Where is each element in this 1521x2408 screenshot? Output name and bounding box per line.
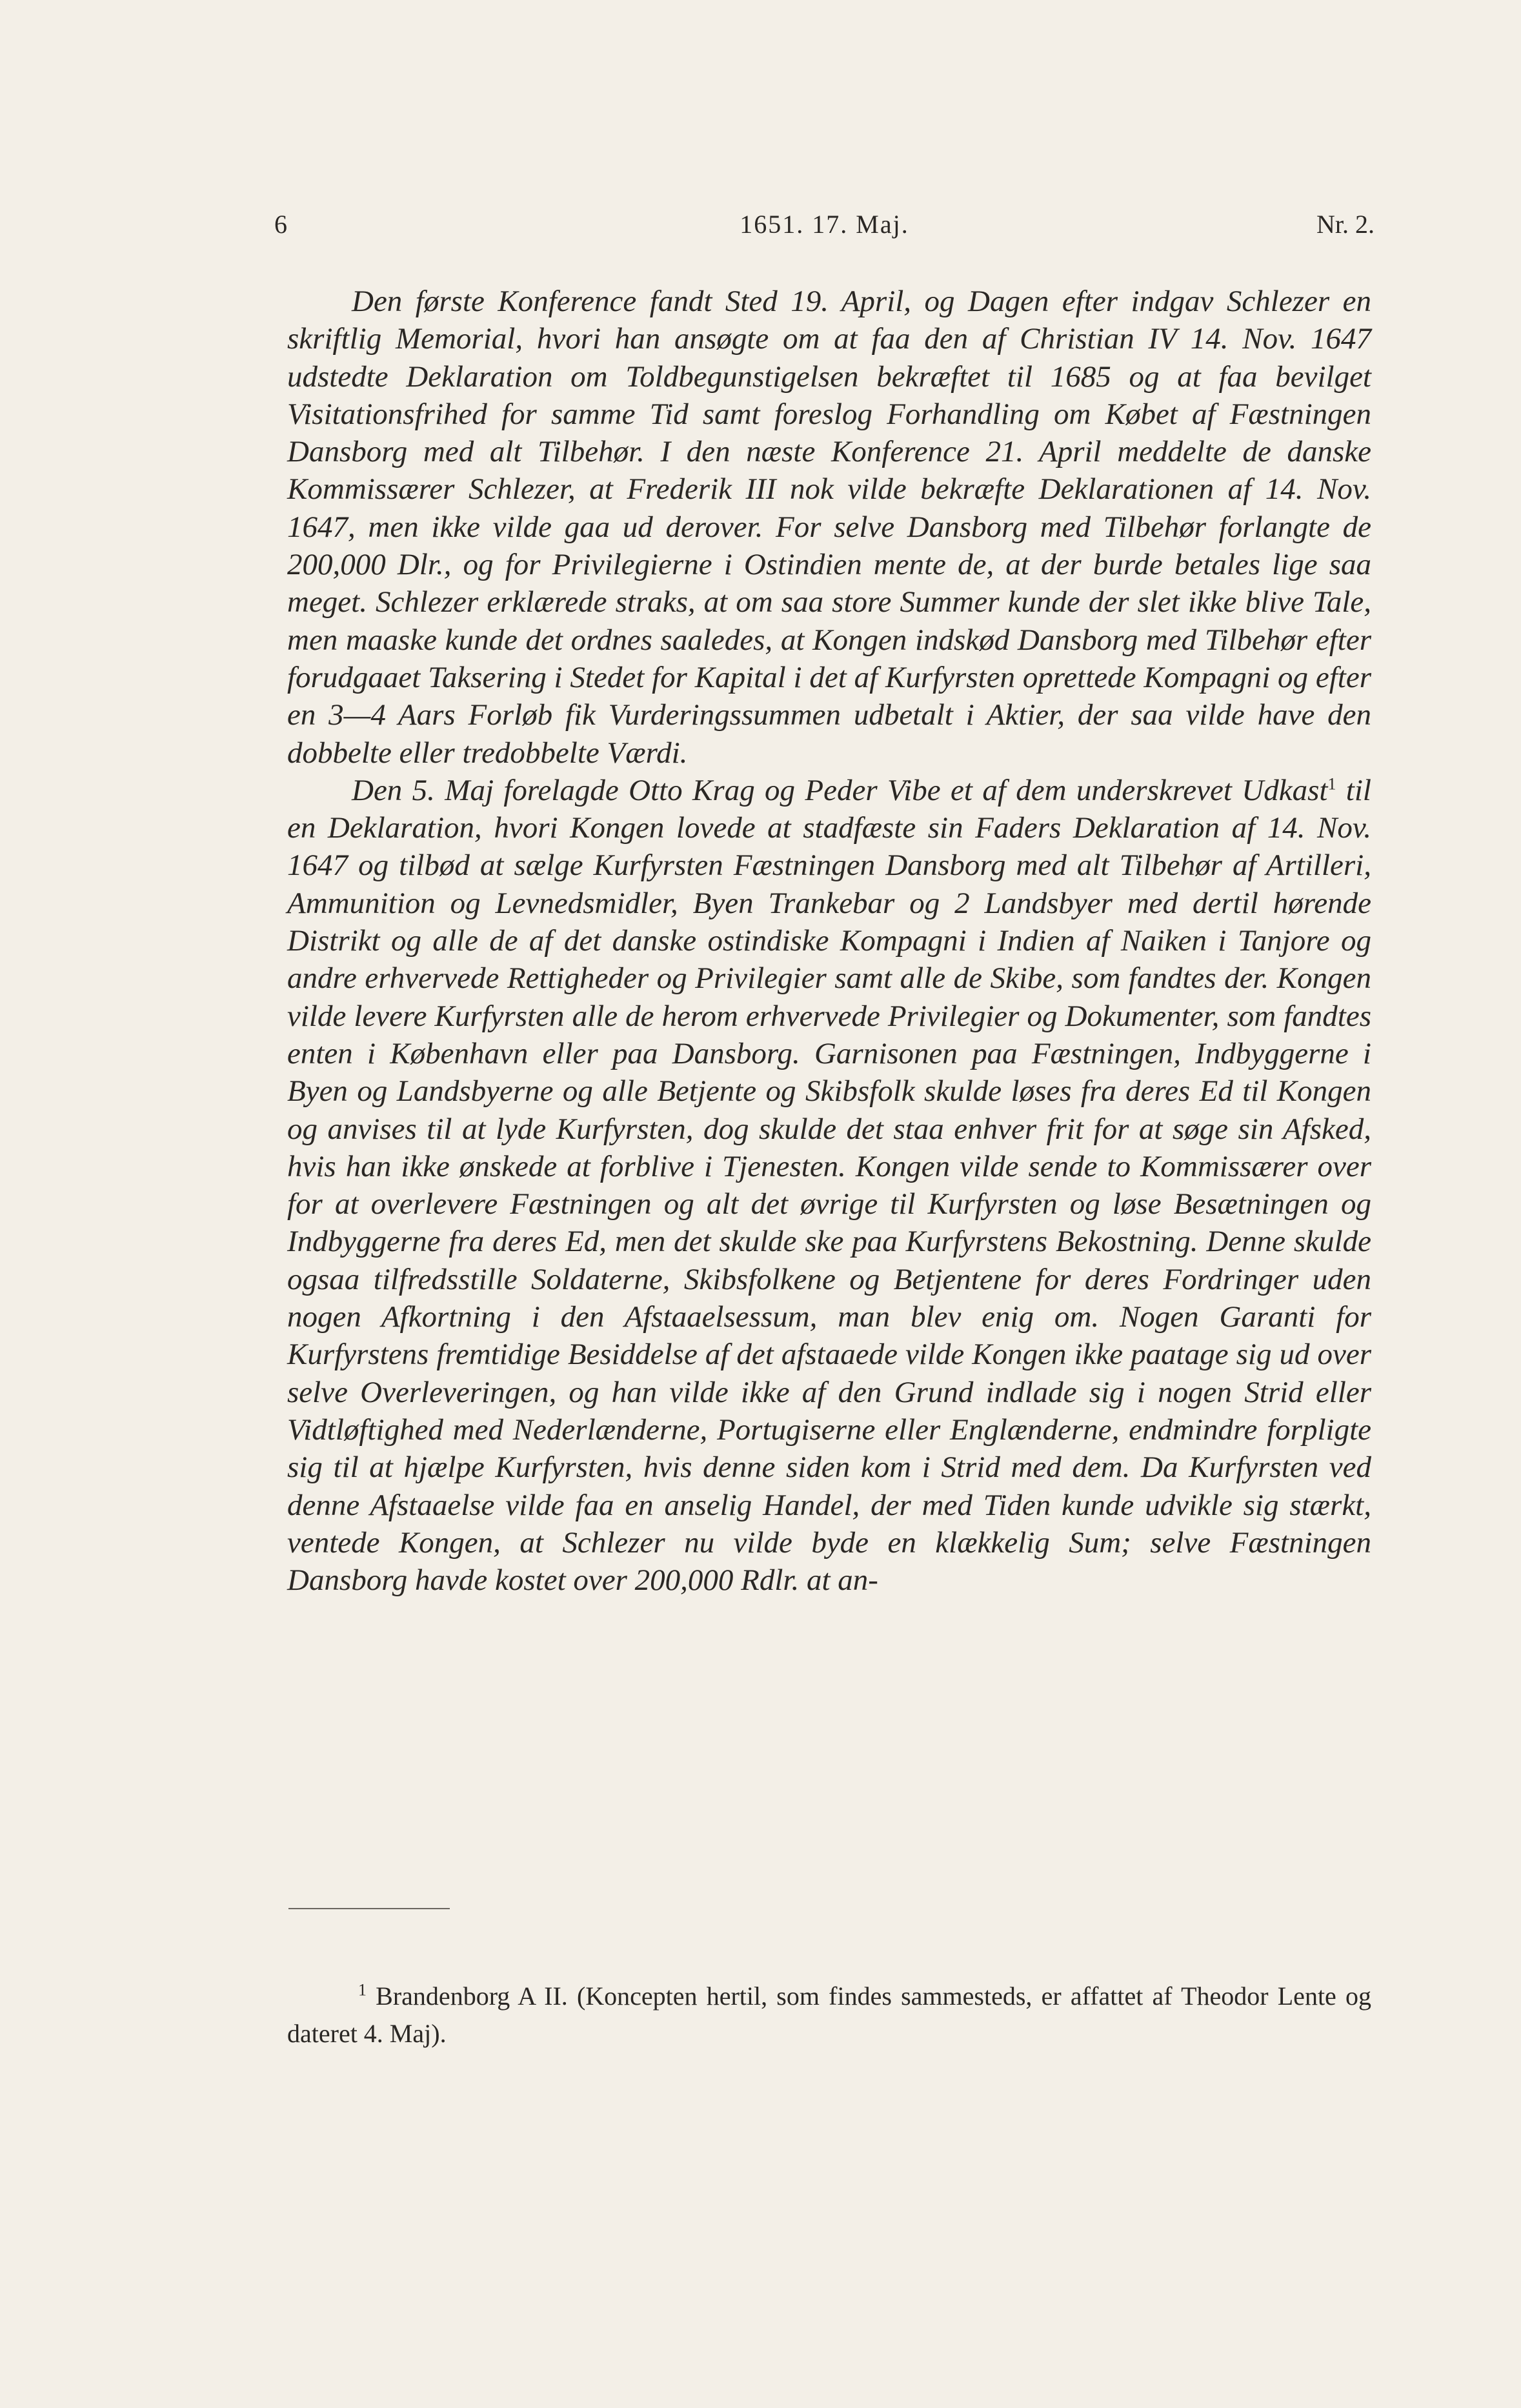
footnote-divider: [288, 1908, 450, 1909]
body-text: [287, 283, 1371, 1599]
footnote-text: Brandenborg A II. (Koncepten hertil, som findes sammesteds, er affattet af Theodor Lente og dateret 4. Maj).: [287, 1982, 1371, 2048]
running-header: [274, 205, 1375, 244]
footnote-reference[interactable]: 1: [1327, 774, 1336, 794]
header-date: 1651. 17. Maj.: [740, 210, 909, 239]
paragraph: Den første Konference fandt Sted 19. April, og Dagen efter indgav Schlezer en skriftlig Memorial, hvori han ansøgte om at faa den af Christian IV 14. Nov. 1647 udstedte Deklaration om Toldbegunstigelsen bekræftet til 1685 og at faa bevilget Visitationsfrihed for samme Tid samt foreslog Forhandling om Købet af Fæstningen Dansborg med alt Tilbehør. I den næste Konference 21. April meddelte de danske Kommissærer Schlezer, at Frederik III nok vilde bekræfte Deklarationen af 14. Nov. 1647, men ikke vilde gaa ud derover. For selve Dansborg med Tilbehør forlangte de 200,000 Dlr., og for Privilegierne i Ostindien mente de, at der burde betales lige saa meget. Schlezer erklærede straks, at om saa store Summer kunde der slet ikke blive Tale, men maaske kunde det ordnes saaledes, at Kongen indskød Dansborg med Tilbehør efter forudgaaet Taksering i Stedet for Kapital i det af Kurfyrsten oprettede Kompagni og efter en 3—4 Aars Forløb fik Vurderingssummen udbetalt i Aktier, der saa vilde have den dobbelte eller tredobbelte Værdi.: [287, 285, 1371, 770]
paragraph: [287, 772, 1371, 1600]
document-number: Nr. 2.: [1316, 210, 1375, 239]
paragraph-text: Den 5. Maj forelagde Otto Krag og Peder Vibe et af dem underskrevet Udkast: [352, 773, 1328, 807]
footnote-marker: 1: [358, 1980, 367, 2000]
page-number: 6: [274, 210, 287, 239]
paragraph-text: til en Deklaration, hvori Kongen lovede at stadfæste sin Faders Deklaration af 14. Nov. 1647 og tilbød at sælge Kurfyrsten Fæstningen Dansborg med alt Tilbehør af Artilleri, Ammunition og Levnedsmidler, Byen Trankebar og 2 Landsbyer med dertil hørende Distrikt og alle de af det danske ostindiske Kompagni i Indien af Naiken i Tanjore og andre erhvervede Rettigheder og Privilegier samt alle de Skibe, som fandtes der. Kongen vilde levere Kurfyrsten alle de herom erhvervede Privilegier og Dokumenter, som fandtes enten i København eller paa Dansborg. Garnisonen paa Fæstningen, Indbyggerne i Byen og Landsbyerne og alle Betjente og Skibsfolk skulde løses fra deres Ed til Kongen og anvises til at lyde Kurfyrsten, dog skulde det staa enhver frit for at søge sin Afsked, hvis han ikke ønskede at forblive i Tjenesten. Kongen vilde sende to Kommissærer over for at overlevere Fæstningen og alt det øvrige til Kurfyrsten og løse Besætningen og Indbyggerne fra deres Ed, men det skulde ske paa Kurfyrstens Bekostning. Denne skulde ogsaa tilfredsstille Soldaterne, Skibsfolkene og Betjentene for deres Fordringer uden nogen Afkortning i den Afstaaelsessum, man blev enig om. Nogen Garanti for Kurfyrstens fremtidige Besiddelse af det afstaaede vilde Kongen ikke paatage sig ud over selve Overleveringen, og han vilde ikke af den Grund indlade sig i nogen Strid eller Vidtløftighed med Nederlænderne, Portugiserne eller Englænderne, endmindre forpligte sig til at hjælpe Kurfyrsten, hvis denne siden kom i Strid med dem. Da Kurfyrsten ved denne Afstaaelse vilde faa en anselig Handel, der med Tiden kunde udvikle sig stærkt, ventede Kongen, at Schlezer nu vilde byde en klækkelig Sum; selve Fæstningen Dansborg havde kostet over 200,000 Rdlr. at an-: [287, 773, 1371, 1598]
footnote: [287, 1978, 1371, 2052]
